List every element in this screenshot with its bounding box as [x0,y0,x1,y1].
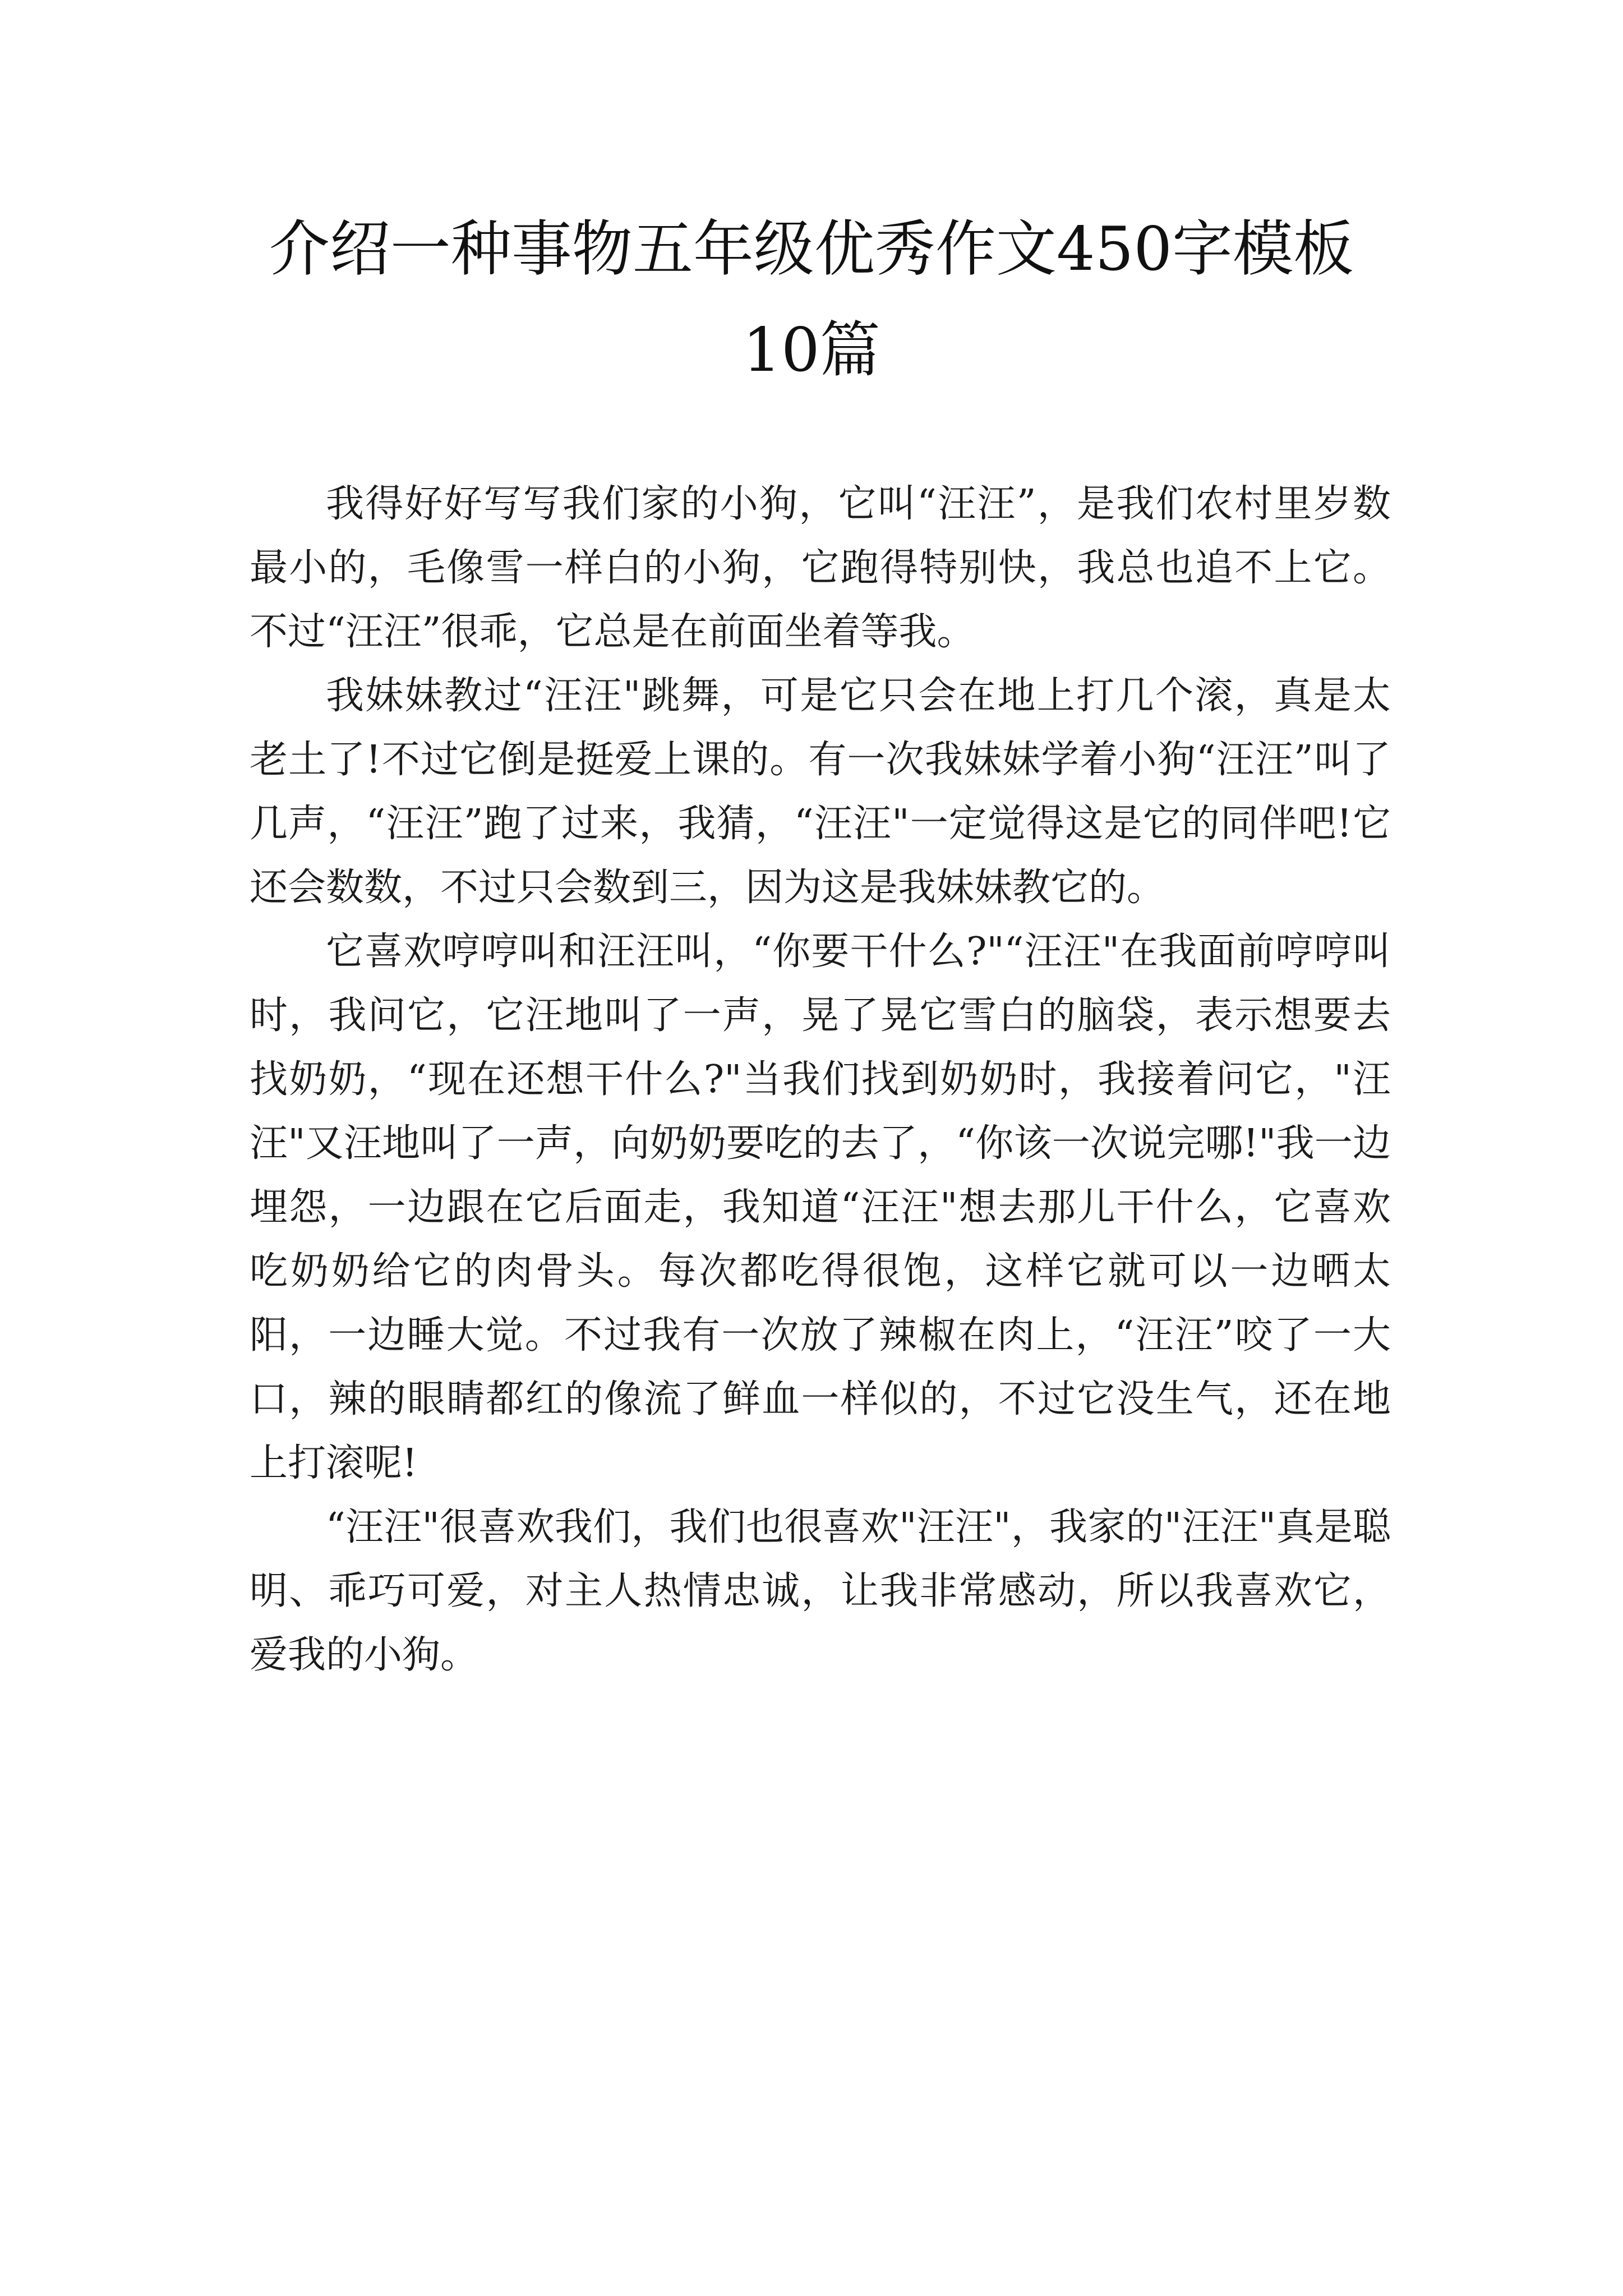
title-line-2: 10篇 [743,315,880,385]
paragraph-1: 我得好好写写我们家的小狗，它叫“汪汪”，是我们农村里岁数最小的，毛像雪一样白的小狗，它跑得特别快，我总也追不上它。不过“汪汪”很乖，它总是在前面坐着等我。 [250,482,1391,654]
essay-body [250,472,1391,1687]
paragraph-4: “汪汪"很喜欢我们，我们也很喜欢"汪汪"，我家的"汪汪"真是聪明、乖巧可爱，对主人热情忠诚，让我非常感动，所以我喜欢它，爱我的小狗。 [250,1505,1391,1677]
paragraph-2: 我妹妹教过“汪汪"跳舞，可是它只会在地上打几个滚，真是太老土了!不过它倒是挺爱上课的。有一次我妹妹学着小狗“汪汪”叫了几声，“汪汪”跑了过来，我猜，“汪汪"一定觉得这是它的同伴吧!它还会数数，不过只会数到三，因为这是我妹妹教它的。 [250,674,1391,910]
title-line-1: 介绍一种事物五年级优秀作文450字模板 [269,214,1354,284]
document-title [213,199,1410,401]
paragraph-3: 它喜欢哼哼叫和汪汪叫，“你要干什么?"“汪汪"在我面前哼哼叫时，我问它，它汪地叫了一声，晃了晃它雪白的脑袋，表示想要去找奶奶，“现在还想干什么?"当我们找到奶奶时，我接着问它，"汪汪"又汪地叫了一声，向奶奶要吃的去了，“你该一次说完哪!"我一边埋怨，一边跟在它后面走，我知道“汪汪"想去那儿干什么，它喜欢吃奶奶给它的肉骨头。每次都吃得很饱，这样它就可以一边晒太阳，一边睡大觉。不过我有一次放了辣椒在肉上，“汪汪”咬了一大口，辣的眼睛都红的像流了鲜血一样似的，不过它没生气，还在地上打滚呢! [250,930,1391,1485]
